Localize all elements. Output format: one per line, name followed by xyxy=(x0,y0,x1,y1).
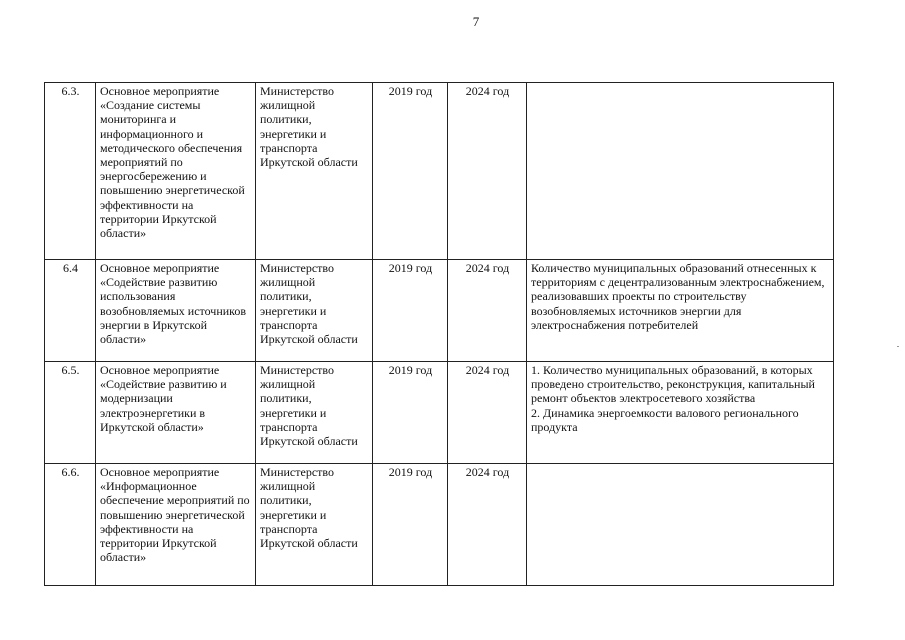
row-number: 6.6. xyxy=(45,464,96,586)
indicator-text: 2. Динамика энергоемкости валового регионального продукта xyxy=(531,405,799,434)
indicators-cell xyxy=(527,83,834,260)
end-year: 2024 год xyxy=(448,464,527,586)
activity-description: Основное мероприятие «Содействие развитию и модернизации электроэнергетики в Иркутской области» xyxy=(96,362,256,464)
start-year: 2019 год xyxy=(373,260,448,362)
row-number: 6.4 xyxy=(45,260,96,362)
row-number: 6.5. xyxy=(45,362,96,464)
activity-description: Основное мероприятие «Информационное обеспечение мероприятий по повышению энергетической эффективности на территории Иркутской области» xyxy=(96,464,256,586)
table-row xyxy=(45,464,834,586)
responsible-executor: Министерство жилищной политики, энергетики и транспорта Иркутской области xyxy=(256,464,373,586)
responsible-executor: Министерство жилищной политики, энергетики и транспорта Иркутской области xyxy=(256,260,373,362)
activity-description: Основное мероприятие «Создание системы мониторинга и информационного и методического обеспечения мероприятий по энергосбережению и повышению энергетической эффективности на территории Иркутской области» xyxy=(96,83,256,260)
indicators-cell xyxy=(527,260,834,362)
program-activities-table xyxy=(44,82,834,586)
indicators-cell xyxy=(527,362,834,464)
end-year: 2024 год xyxy=(448,362,527,464)
activity-description: Основное мероприятие «Содействие развитию использования возобновляемых источников энергии в Иркутской области» xyxy=(96,260,256,362)
indicators-cell xyxy=(527,464,834,586)
scan-speck xyxy=(897,346,899,347)
table-row xyxy=(45,260,834,362)
end-year: 2024 год xyxy=(448,260,527,362)
page-number: 7 xyxy=(472,14,480,29)
end-year: 2024 год xyxy=(448,83,527,260)
start-year: 2019 год xyxy=(373,83,448,260)
row-number: 6.3. xyxy=(45,83,96,260)
indicator-text: 1. Количество муниципальных образований, в которых проведено строительство, реконструкция, капитальный ремонт объектов электросетевого хозяйства xyxy=(531,363,815,406)
start-year: 2019 год xyxy=(373,362,448,464)
responsible-executor: Министерство жилищной политики, энергетики и транспорта Иркутской области xyxy=(256,362,373,464)
table-row xyxy=(45,362,834,464)
start-year: 2019 год xyxy=(373,464,448,586)
table-row xyxy=(45,83,834,260)
responsible-executor: Министерство жилищной политики, энергетики и транспорта Иркутской области xyxy=(256,83,373,260)
indicator-text: Количество муниципальных образований отнесенных к территориям с децентрализованным электроснабжением, реализовавших проекты по строительству возобновляемых источников энергии для электроснабжения потребителей xyxy=(531,261,825,332)
